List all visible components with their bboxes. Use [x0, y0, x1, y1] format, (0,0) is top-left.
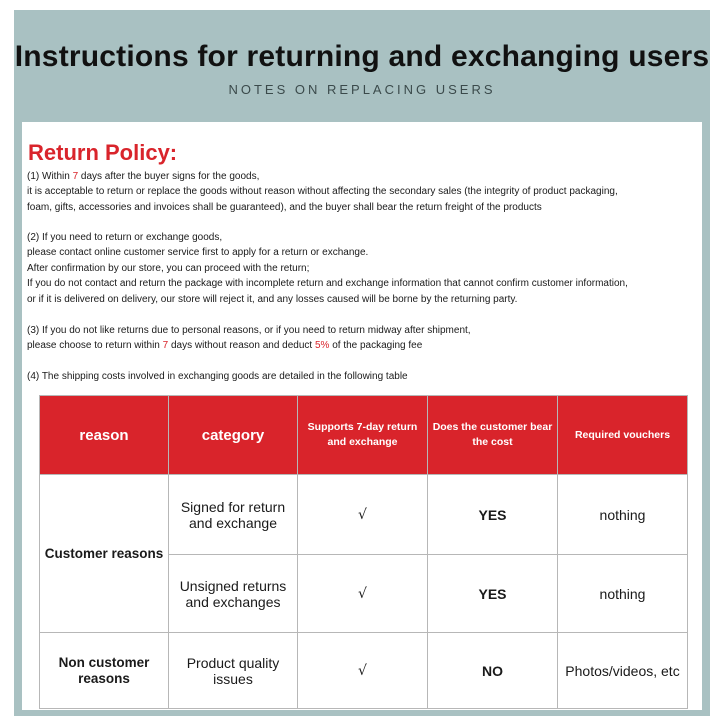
paragraph-line: it is acceptable to return or replace the goods without reason without affecting the secondary sales (the integrity of product packaging,: [27, 186, 618, 198]
paragraph-line: (3) If you do not like returns due to personal reasons, or if you need to return midway after shipment,: [27, 325, 471, 336]
table-row: [40, 475, 688, 555]
bear-cost-cell: NO: [428, 633, 558, 709]
shipping-cost-table: [39, 395, 688, 709]
category-cell: Signed for return and exchange: [169, 475, 298, 555]
policy-paragraph-1: [27, 169, 699, 215]
vouchers-cell: Photos/videos, etc: [558, 633, 688, 709]
header-reason: reason: [40, 396, 169, 475]
reason-customer: Customer reasons: [40, 475, 169, 633]
policy-paragraph-4: [27, 369, 699, 384]
table-row: [40, 633, 688, 709]
page-subtitle: NOTES ON REPLACING USERS: [228, 82, 496, 97]
check-mark-icon: √: [298, 555, 428, 633]
paragraph-line: foam, gifts, accessories and invoices shall be guaranteed), and the buyer shall bear the return freight of the products: [27, 201, 542, 213]
paragraph-line: (2) If you need to return or exchange goods,: [27, 232, 223, 243]
days-highlight: 7: [72, 171, 79, 182]
vouchers-cell: nothing: [558, 555, 688, 633]
text-segment: (1) Within: [27, 171, 73, 182]
check-mark-icon: √: [298, 633, 428, 709]
category-cell: Unsigned returns and exchanges: [169, 555, 298, 633]
check-mark-icon: √: [298, 475, 428, 555]
header-bear-cost: Does the customer bear the cost: [428, 396, 558, 475]
fee-percent-highlight: 5%: [314, 340, 330, 352]
paragraph-line: [27, 169, 699, 184]
table-header-row: [40, 396, 688, 475]
content-panel: [22, 122, 702, 710]
paragraph-line: After confirmation by our store, you can proceed with the return;: [27, 262, 310, 274]
paragraph-line: (4) The shipping costs involved in exchanging goods are detailed in the following table: [27, 371, 408, 382]
vouchers-cell: nothing: [558, 475, 688, 555]
text-segment: please choose to return within: [27, 340, 163, 352]
text-segment: of the packaging fee: [329, 340, 423, 352]
paragraph-line: [27, 338, 699, 353]
header-banner: [14, 10, 710, 118]
bear-cost-cell: YES: [428, 555, 558, 633]
paragraph-line: please contact online customer service first to apply for a return or exchange.: [27, 247, 369, 259]
header-category: category: [169, 396, 298, 475]
text-segment: days after the buyer signs for the goods,: [78, 171, 260, 182]
reason-non-customer: Non customer reasons: [40, 633, 169, 709]
document-frame: [14, 10, 710, 716]
policy-paragraph-3: [27, 323, 699, 354]
paragraph-line: or if it is delivered on delivery, our store will reject it, and any losses caused will be borne by the returning party.: [27, 293, 518, 305]
policy-heading: Return Policy:: [28, 140, 178, 165]
text-segment: days without reason and deduct: [168, 340, 315, 352]
category-cell: Product quality issues: [169, 633, 298, 709]
page-title: Instructions for returning and exchanging users: [14, 40, 710, 73]
policy-paragraph-2: [27, 230, 699, 307]
paragraph-line: If you do not contact and return the package with incomplete return and exchange information that cannot confirm customer information,: [27, 278, 628, 290]
header-supports-return: Supports 7-day return and exchange: [298, 396, 428, 475]
days-highlight: 7: [162, 340, 169, 352]
header-vouchers: Required vouchers: [558, 396, 688, 475]
bear-cost-cell: YES: [428, 475, 558, 555]
